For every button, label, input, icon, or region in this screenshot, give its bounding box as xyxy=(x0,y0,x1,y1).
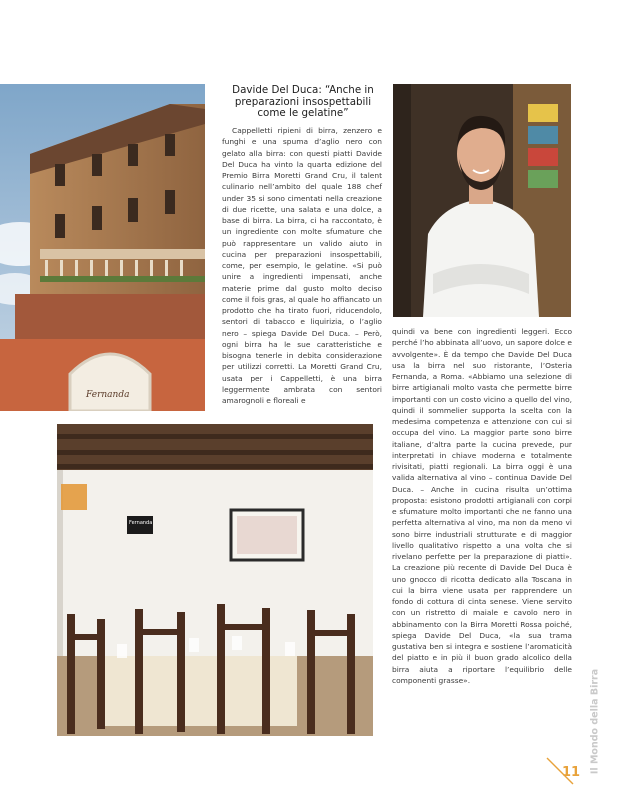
article-headline: Davide Del Duca: “Anche in preparazioni insospettabili come le gelatine” xyxy=(232,84,374,120)
magazine-title-text: Il Mondo della Birra xyxy=(589,668,601,775)
building-illustration xyxy=(0,84,205,411)
chef-photo xyxy=(393,84,571,317)
building-photo xyxy=(0,84,205,411)
article-text-left: Cappelletti ripieni di birra, zenzero e funghi e una spuma d’aglio nero con gelato alla birra: con questi piatti Davide Del Duca ha vinto la quarta edizione del Premio Birra Moretti Grand Cru, il talent culinario nell’ambito del quale 188 chef under 35 si sono cimentati nella creazione di due ricette, una salata e una dolce, a base di birra. La birra, ci ha raccontato, è un ingrediente con molte sfumature che può rappresentare un valido aiuto in cucina per preparazioni insospettabili, come, per esempio, le gelatine. «Si può unire a ingredienti impensati, anche materie prime dal gusto molto deciso come il fois gras, al quale ho affiancato un prodotto che ha tirato fuori, riducendolo, sentori di tabacco e liquirizia, o l’aglio nero – spiega Davide Del Duca. – Però, ogni birra ha le sue caratteristiche e bisogna tenerle in debita considerazione per utilizzi corretti. La Moretti Grand Cru, usata per i Cappelletti, è una birra leggermente ambrata con sentori amarognoli e floreali e xyxy=(222,126,382,405)
chef-illustration xyxy=(393,84,571,317)
magazine-title-vertical xyxy=(585,668,605,778)
restaurant-sign-text: Fernanda xyxy=(129,520,153,526)
article-column-left xyxy=(222,125,382,406)
page-number: 11 xyxy=(562,765,581,780)
article-text-right: quindi va bene con ingredienti leggeri. Ecco perché l’ho abbinata all’uovo, un sapore dolce e avvolgente». È da tempo che Davide Del Duca usa la birra nel suo ristorante, l’Osteria Fernanda, a Roma. «Abbiamo una selezione di birre artigianali molto vasta che permette birre importanti con un costo vicino a quello del vino, quindi il sommelier supporta la scelta con la medesima competenza e attenzione con cui si occupa del vino. La maggior parte sono birre italiane, d’altra parte la cucina prevede, pur interpretati in chiave moderna e totalmente rivisitati, piatti regionali. La birra oggi è una valida alternativa al vino – continua Davide Del Duca. – Anche in cucina risulta un’ottima proposta: esistono prodotti artigianali con corpi e sfumature molto importanti che ne fanno una perfetta alternativa al vino, ma non da meno vi sono birre industriali strutturate e di maggior livello qualitativo rispetto a una volta che si rivelano perfette per la preparazione di piatti». La creazione più recente di Davide Del Duca è uno gnocco di ricotta dedicato alla Toscana in cui la birra viene usata per rapprendere un fondo di cottura di cinta senese. Viene servito con un ristretto di maiale e cavolo nero in abbinamento con la Birra Moretti Rossa poiché, spiega Davide Del Duca, «la sua trama gustativa ben si integra e sostiene l’aromaticità del piatto e in più il buon grado alcolico della birra aiuta a riportare l’equilibrio delle componenti grasse». xyxy=(392,327,572,685)
article-column-right xyxy=(392,326,572,686)
building-sign-text: Fernanda xyxy=(86,390,130,400)
restaurant-illustration xyxy=(57,424,373,736)
restaurant-photo xyxy=(57,424,373,736)
